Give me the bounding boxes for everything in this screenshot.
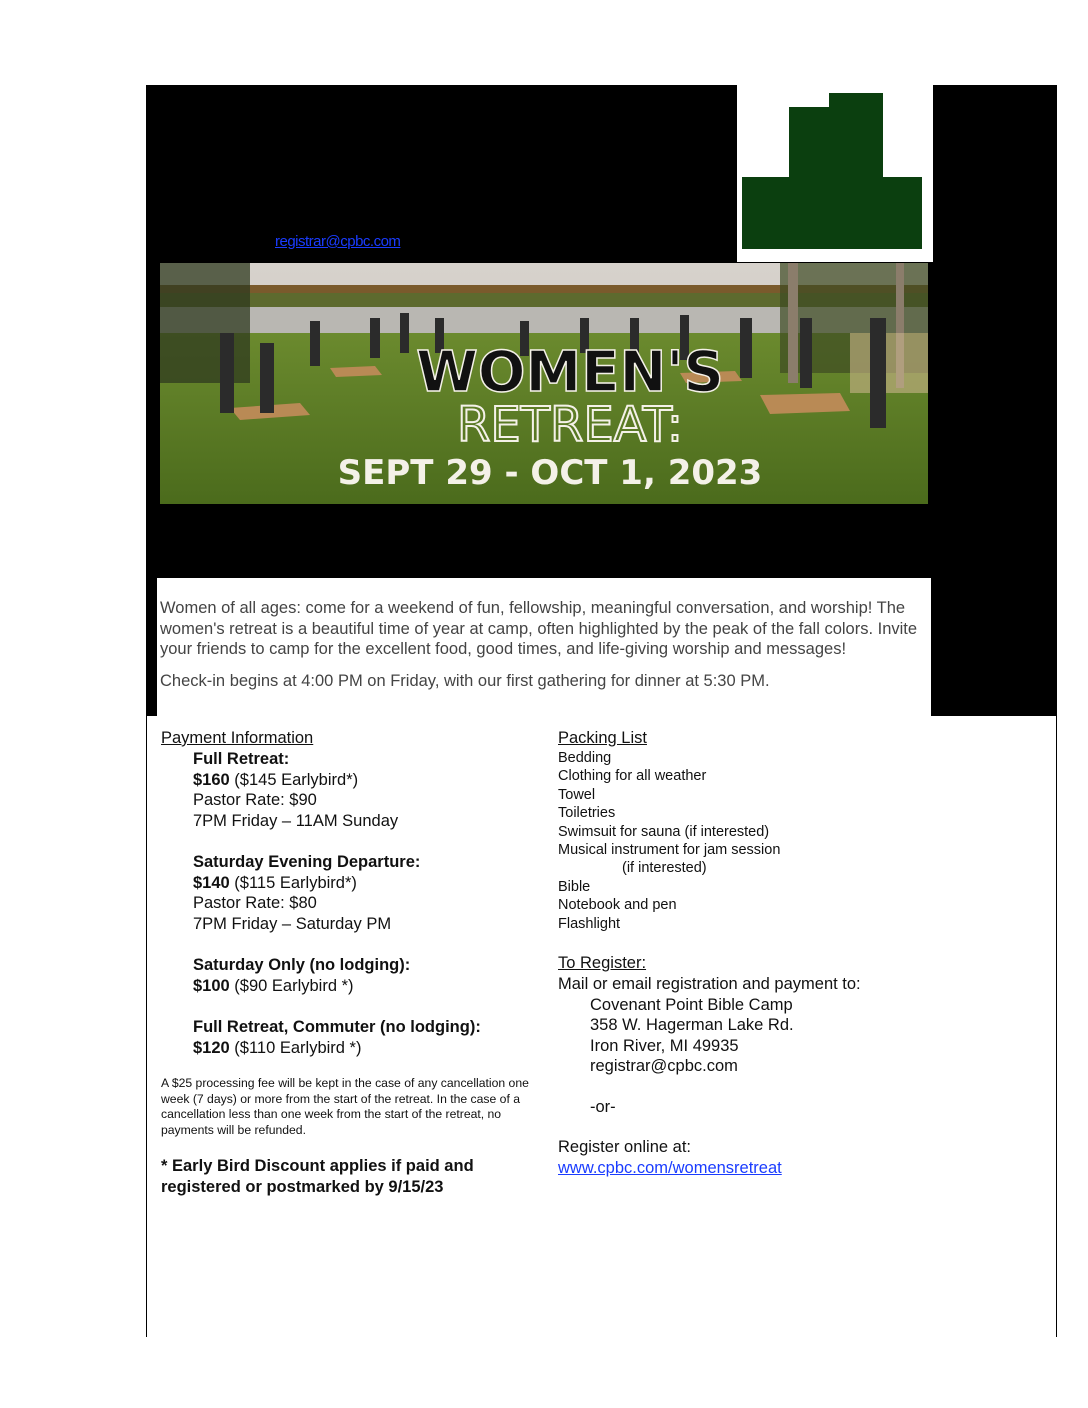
list-item: Notebook and pen: [558, 897, 677, 914]
banner-dates: SEPT 29 - OCT 1, 2023: [337, 453, 763, 493]
retreat-banner-image: [160, 263, 928, 504]
banner-photo: [160, 263, 928, 504]
register-org: Covenant Point Bible Camp: [590, 995, 793, 1014]
list-item: Towel: [558, 786, 596, 803]
page-border-left: [146, 85, 147, 1337]
tier-price: $100: [193, 976, 230, 995]
payment-section: [161, 728, 551, 1198]
page-border-right: [1056, 85, 1057, 1337]
earlybird-note: * Early Bird Discount applies if paid and registered or postmarked by 9/15/23: [161, 1157, 474, 1196]
right-column: [558, 728, 958, 1178]
tier-pastor-rate: Pastor Rate: $80: [193, 894, 317, 912]
tier-commuter: [161, 1017, 551, 1058]
tier-saturday-evening: [161, 852, 551, 934]
tier-full-retreat: [161, 749, 551, 831]
list-item: (if interested): [622, 860, 707, 877]
payment-heading: Payment Information: [161, 729, 314, 747]
checkin-paragraph: Check-in begins at 4:00 PM on Friday, with our first gathering for dinner at 5:30 PM.: [160, 671, 770, 690]
tier-saturday-only: [161, 955, 551, 996]
tier-earlybird-price: ($115 Earlybird*): [229, 873, 357, 892]
list-item: Flashlight: [558, 915, 621, 932]
tier-title: Full Retreat, Commuter (no lodging):: [193, 1018, 481, 1036]
tier-price: $120: [193, 1038, 230, 1057]
banner-title-line2: RETREAT:: [456, 397, 684, 453]
list-item: Swimsuit for sauna (if interested): [558, 823, 770, 840]
list-item: Clothing for all weather: [558, 768, 707, 785]
tier-price: $140: [193, 873, 230, 892]
register-street: 358 W. Hagerman Lake Rd.: [590, 1016, 794, 1035]
list-item: Toiletries: [558, 805, 616, 822]
tier-time: 7PM Friday – 11AM Sunday: [193, 811, 399, 830]
header-email-link[interactable]: registrar@cpbc.com: [275, 233, 401, 250]
tier-price-line: [193, 1038, 551, 1059]
tier-earlybird-price: ($90 Earlybird *): [229, 976, 354, 995]
tier-time: 7PM Friday – Saturday PM: [193, 914, 392, 933]
cancellation-policy: A $25 processing fee will be kept in the case of any cancellation one week (7 days) or more from the start of the retreat. In the case of a cancellation less than one week from the start of the retreat, no payments will be refunded.: [161, 1076, 529, 1137]
intro-paragraph: Women of all ages: come for a weekend of fun, fellowship, meaningful conversation, and worship! The women's retreat is a beautiful time of year at camp, often highlighted by the peak of the fall colors. Invite your friends to camp for the excellent food, good times, and life-giving worship and messages!: [160, 599, 918, 658]
register-or: -or-: [590, 1097, 616, 1116]
packing-heading: Packing List: [558, 729, 647, 747]
list-item: Musical instrument for jam session: [558, 842, 781, 859]
tier-pastor-rate: Pastor Rate: $90: [193, 791, 317, 809]
packing-list: [558, 749, 958, 933]
register-section: [558, 953, 958, 1178]
tier-earlybird-price: ($145 Earlybird*): [229, 770, 359, 789]
tier-price-line: [193, 770, 551, 791]
intro-text: [160, 598, 935, 702]
tier-title: Saturday Evening Departure:: [193, 853, 421, 871]
list-item: Bible: [558, 878, 591, 895]
tier-title: Full Retreat:: [193, 750, 290, 768]
register-email: registrar@cpbc.com: [590, 1057, 738, 1076]
list-item: Bedding: [558, 750, 612, 766]
register-intro: Mail or email registration and payment to:: [558, 975, 861, 994]
camp-logo: [737, 85, 933, 262]
register-online-label: Register online at:: [558, 1138, 691, 1157]
register-city: Iron River, MI 49935: [590, 1036, 739, 1055]
tier-price-line: [193, 976, 551, 997]
logo-graphic: [737, 85, 933, 262]
banner-title-line1: WOMEN'S: [416, 340, 724, 405]
tier-price-line: [193, 873, 551, 894]
register-online-link[interactable]: www.cpbc.com/womensretreat: [558, 1158, 782, 1177]
register-heading: To Register:: [558, 954, 647, 973]
tier-price: $160: [193, 770, 230, 789]
tier-earlybird-price: ($110 Earlybird *): [229, 1038, 362, 1057]
tier-title: Saturday Only (no lodging):: [193, 956, 411, 974]
